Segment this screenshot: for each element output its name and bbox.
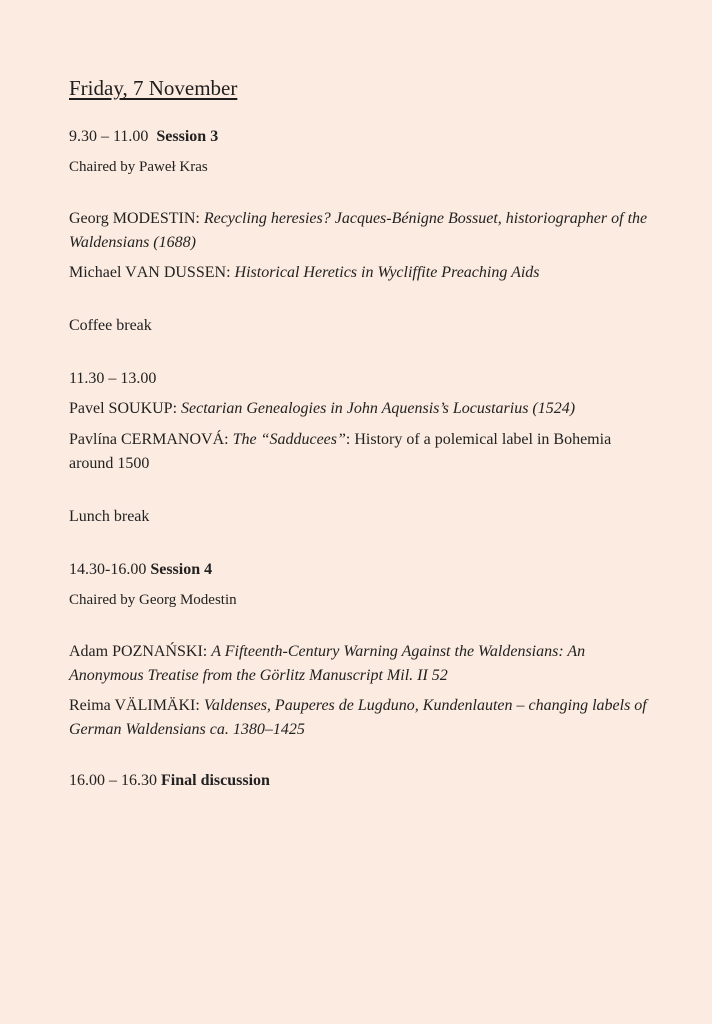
- talk-title: A Fifteenth-Century Warning Against the Waldensians: An Anonymous Treatise from the Görlitz Manuscript Mil. II 52: [69, 643, 586, 684]
- speaker-name: Reima VÄLIMÄKI: [69, 697, 196, 714]
- session-3-header: [69, 126, 218, 148]
- session-time: 9.30 – 11.00: [69, 128, 149, 145]
- speaker-name: Georg MODESTIN: [69, 210, 196, 227]
- session-time: 14.30-16.00: [69, 561, 147, 578]
- talk-title: Historical Heretics in Wycliffite Preaching Aids: [234, 264, 540, 281]
- session-4-header: [69, 559, 212, 581]
- talk-item: Pavel SOUKUP: Sectarian Genealogies in John Aquensis’s Locustarius (1524): [69, 400, 576, 417]
- session-chair: Chaired by Paweł Kras: [69, 159, 208, 175]
- speaker-name: Pavlína CERMANOVÁ: [69, 431, 225, 448]
- speaker-name: Michael VAN DUSSEN: [69, 264, 227, 281]
- talk-title: The “Sadducees”: History of a polemical label in Bohemia around 1500: [69, 431, 612, 472]
- speaker-name: Pavel SOUKUP: [69, 400, 173, 417]
- talk-item: Michael VAN DUSSEN: Historical Heretics in Wycliffite Preaching Aids: [69, 264, 540, 281]
- speaker-name: Adam POZNAŃSKI: [69, 643, 203, 660]
- talk-title: Recycling heresies? Jacques-Bénigne Bossuet, historiographer of the Waldensians (1688): [69, 210, 648, 251]
- talk-item: Adam POZNAŃSKI: A Fifteenth-Century Warning Against the Waldensians: An Anonymous Treatise from the Görlitz Manuscript Mil. II 52: [69, 643, 586, 684]
- lunch-break: Lunch break: [69, 508, 150, 525]
- session-label: Final discussion: [161, 772, 270, 789]
- talk-item: Georg MODESTIN: Recycling heresies? Jacques-Bénigne Bossuet, historiographer of the Waldensians (1688): [69, 210, 648, 251]
- talk-item: Reima VÄLIMÄKI: Valdenses, Pauperes de Lugduno, Kundenlauten – changing labels of German Waldensians ca. 1380–1425: [69, 697, 647, 738]
- session-label: Session 3: [156, 128, 219, 145]
- session-label: Session 4: [150, 561, 213, 578]
- talk-title: Valdenses, Pauperes de Lugduno, Kundenlauten – changing labels of German Waldensians ca. 1380–1425: [69, 697, 647, 738]
- talk-title: Sectarian Genealogies in John Aquensis’s Locustarius (1524): [181, 400, 576, 417]
- final-discussion: [69, 770, 270, 792]
- talk-item: Pavlína CERMANOVÁ: The “Sadducees”: History of a polemical label in Bohemia around 1500: [69, 431, 612, 472]
- session-time: 16.00 – 16.30: [69, 772, 157, 789]
- slot-time: 11.30 – 13.00: [69, 370, 157, 387]
- session-chair: Chaired by Georg Modestin: [69, 592, 237, 608]
- day-title: Friday, 7 November: [69, 76, 238, 100]
- coffee-break: Coffee break: [69, 317, 152, 334]
